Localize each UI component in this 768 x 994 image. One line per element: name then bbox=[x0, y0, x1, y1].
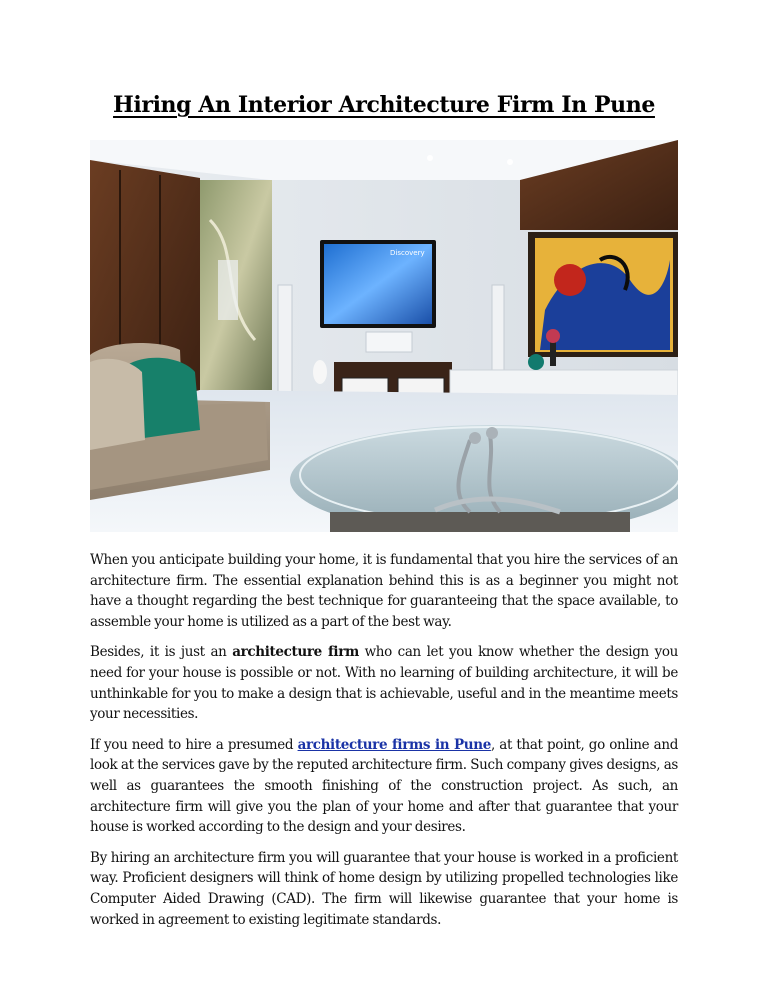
article-body bbox=[90, 550, 678, 940]
paragraph-4-text: By hiring an architecture firm you will guarantee that your house is worked in a proficient way. Proficient designers will think of home design by utilizing propelled technologies like Computer Aided Drawing (CAD). The firm will likewise guarantee that your home is worked in agreement to existing legitimate standards. bbox=[90, 849, 678, 928]
paragraph-1 bbox=[90, 550, 678, 632]
paragraph-1-text: When you anticipate building your home, it is fundamental that you hire the services of an architecture firm. The essential explanation behind this is as a beginner you might not have a thought regarding the best technique for guaranteeing that the space available, to assemble your home is utilized as a part of the best way. bbox=[90, 552, 678, 630]
paragraph-3-after: , at that point, go online and look at the services gave by the reputed architecture firm. Such company gives designs, as well as guarantees the smooth finishing of the construction project. As such, an architecture firm will give you the plan of your home and after that guarantee that your house is worked according to the design and your desires. bbox=[90, 736, 678, 836]
interior-living-room-photo bbox=[90, 140, 678, 532]
tv-brand-text: Discovery bbox=[390, 249, 425, 257]
paragraph-3-before: If you need to hire a presumed bbox=[90, 736, 298, 753]
paragraph-4 bbox=[90, 848, 678, 930]
paragraph-2-after: who can let you know whether the design you need for your house is possible or not. With no learning of building architecture, it will be unthinkable for you to make a design that is achievable, useful and in the meantime meets your necessities. bbox=[90, 644, 678, 723]
paragraph-3 bbox=[90, 735, 678, 838]
paragraph-2-before: Besides, it is just an bbox=[90, 644, 233, 661]
paragraph-2 bbox=[90, 642, 678, 724]
architecture-firm-bold: architecture firm bbox=[232, 644, 359, 661]
architecture-firms-pune-link[interactable]: architecture firms in Pune bbox=[297, 736, 491, 753]
page-title: Hiring An Interior Architecture Firm In Pune bbox=[113, 92, 655, 118]
